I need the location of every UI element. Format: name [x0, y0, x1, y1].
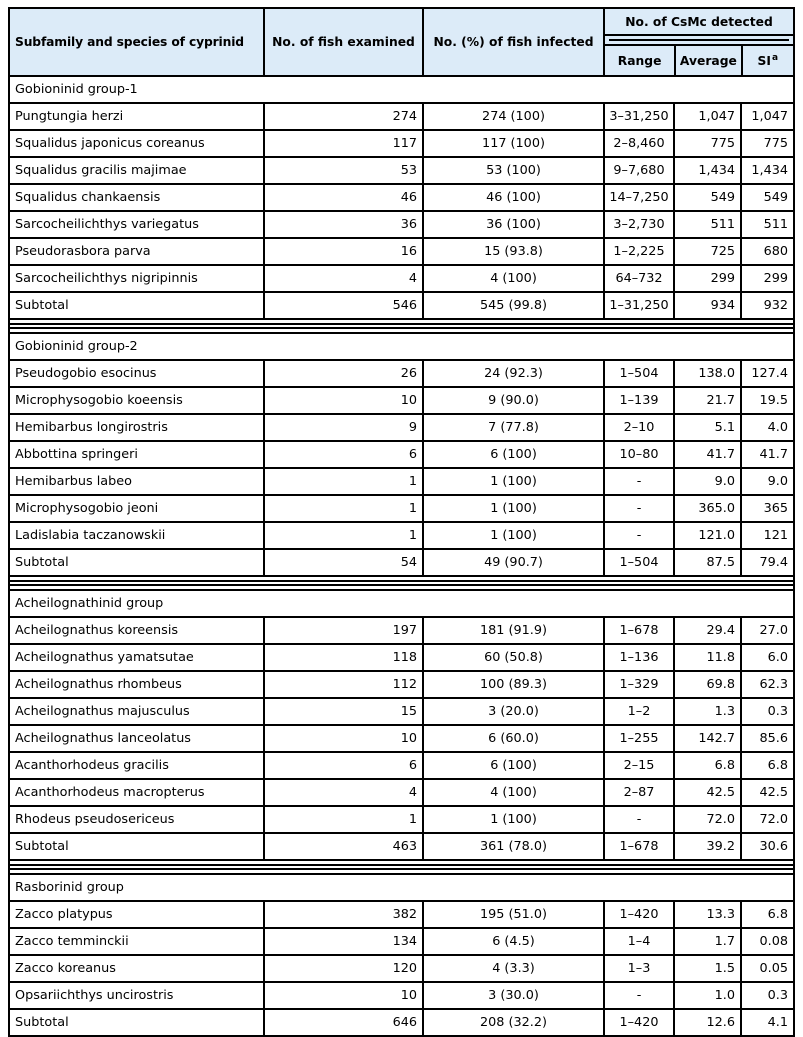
cell-si: 4.1 [740, 1010, 793, 1035]
group-header-label: Acheilognathinid group [15, 596, 164, 611]
cell-si: 0.3 [740, 699, 793, 724]
cell-species: Sarcocheilichthys nigripinnis [15, 271, 198, 286]
cell-range: 1–504 [603, 550, 673, 575]
cell-fish-infected: 49 (90.7) [422, 550, 603, 575]
cell-average: 1,434 [673, 158, 740, 183]
cell-fish-examined: 26 [263, 361, 422, 386]
cell-si: 511 [740, 212, 793, 237]
cell-range: 1–4 [603, 929, 673, 954]
table-row [10, 900, 793, 927]
cell-average: 1.5 [673, 956, 740, 981]
table-row [10, 670, 793, 697]
cell-fish-examined: 1 [263, 496, 422, 521]
cell-fish-infected: 117 (100) [422, 131, 603, 156]
cell-range: 2–15 [603, 753, 673, 778]
header-si [741, 46, 793, 75]
group-header-row [10, 589, 793, 616]
cell-fish-infected: 1 (100) [422, 469, 603, 494]
cell-fish-examined: 4 [263, 266, 422, 291]
cell-range: 2–8,460 [603, 131, 673, 156]
cell-average: 29.4 [673, 618, 740, 643]
cell-fish-infected: 9 (90.0) [422, 388, 603, 413]
cell-si: 299 [740, 266, 793, 291]
cell-si: 79.4 [740, 550, 793, 575]
header-fish-infected: No. (%) of fish infected [422, 9, 603, 75]
table-row [10, 440, 793, 467]
cell-range: - [603, 983, 673, 1008]
cell-species: Microphysogobio koeensis [15, 393, 183, 408]
cell-fish-examined: 46 [263, 185, 422, 210]
cell-species: Acheilognathus rhombeus [15, 677, 182, 692]
cell-species: Subtotal [15, 839, 69, 854]
table-row [10, 616, 793, 643]
cell-fish-examined: 120 [263, 956, 422, 981]
cell-average: 1.3 [673, 699, 740, 724]
table-row [10, 210, 793, 237]
cell-species: Pseudorasbora parva [15, 244, 151, 259]
table-row [10, 643, 793, 670]
infection-table [8, 7, 795, 1037]
cell-average: 1.7 [673, 929, 740, 954]
cell-species: Acanthorhodeus macropterus [15, 785, 205, 800]
cell-average: 121.0 [673, 523, 740, 548]
cell-si: 775 [740, 131, 793, 156]
cell-fish-infected: 208 (32.2) [422, 1010, 603, 1035]
table-header [10, 9, 793, 75]
cell-average: 138.0 [673, 361, 740, 386]
cell-fish-infected: 545 (99.8) [422, 293, 603, 318]
group-header-label: Rasborinid group [15, 880, 124, 895]
cell-si: 0.05 [740, 956, 793, 981]
cell-fish-examined: 10 [263, 983, 422, 1008]
group-header-label: Gobioninid group-2 [15, 339, 138, 354]
cell-range: - [603, 523, 673, 548]
cell-average: 11.8 [673, 645, 740, 670]
table-row [10, 467, 793, 494]
table-row [10, 386, 793, 413]
cell-species: Microphysogobio jeoni [15, 501, 159, 516]
table-row [10, 778, 793, 805]
cell-si: 41.7 [740, 442, 793, 467]
cell-fish-infected: 6 (100) [422, 442, 603, 467]
cell-fish-infected: 6 (100) [422, 753, 603, 778]
cell-range: 10–80 [603, 442, 673, 467]
cell-species: Rhodeus pseudosericeus [15, 812, 175, 827]
table-row [10, 981, 793, 1008]
cell-range: - [603, 807, 673, 832]
header-si-label: SI [757, 53, 771, 68]
header-csmc-group [603, 9, 793, 75]
cell-fish-infected: 3 (30.0) [422, 983, 603, 1008]
cell-fish-infected: 6 (4.5) [422, 929, 603, 954]
cell-fish-examined: 54 [263, 550, 422, 575]
cell-fish-examined: 53 [263, 158, 422, 183]
cell-average: 142.7 [673, 726, 740, 751]
cell-fish-infected: 274 (100) [422, 104, 603, 129]
cell-average: 21.7 [673, 388, 740, 413]
cell-si: 4.0 [740, 415, 793, 440]
group-header-row [10, 75, 793, 102]
cell-fish-examined: 1 [263, 807, 422, 832]
table-row [10, 291, 793, 318]
cell-fish-examined: 118 [263, 645, 422, 670]
cell-fish-infected: 53 (100) [422, 158, 603, 183]
cell-si: 30.6 [740, 834, 793, 859]
cell-fish-infected: 46 (100) [422, 185, 603, 210]
cell-range: 64–732 [603, 266, 673, 291]
cell-si: 9.0 [740, 469, 793, 494]
cell-fish-examined: 112 [263, 672, 422, 697]
cell-species: Ladislabia taczanowskii [15, 528, 166, 543]
cell-si: 6.8 [740, 902, 793, 927]
cell-range: 1–2 [603, 699, 673, 724]
cell-range: 1–3 [603, 956, 673, 981]
header-csmc-subcolumns [605, 44, 793, 75]
cell-species: Opsariichthys uncirostris [15, 988, 174, 1003]
cell-fish-examined: 546 [263, 293, 422, 318]
cell-si: 72.0 [740, 807, 793, 832]
cell-species: Squalidus japonicus coreanus [15, 136, 205, 151]
cell-si: 121 [740, 523, 793, 548]
cell-si: 85.6 [740, 726, 793, 751]
cell-species: Acheilognathus yamatsutae [15, 650, 194, 665]
header-fish-examined: No. of fish examined [263, 9, 422, 75]
header-range: Range [617, 53, 662, 68]
cell-species: Zacco koreanus [15, 961, 116, 976]
cell-range: 1–2,225 [603, 239, 673, 264]
cell-average: 72.0 [673, 807, 740, 832]
header-si-footnote-marker: a [771, 53, 779, 63]
cell-range: 14–7,250 [603, 185, 673, 210]
cell-average: 12.6 [673, 1010, 740, 1035]
cell-average: 39.2 [673, 834, 740, 859]
cell-fish-examined: 1 [263, 523, 422, 548]
cell-fish-examined: 1 [263, 469, 422, 494]
table-row [10, 548, 793, 575]
group-header-row [10, 332, 793, 359]
cell-average: 13.3 [673, 902, 740, 927]
table-row [10, 129, 793, 156]
table-row [10, 102, 793, 129]
cell-species: Subtotal [15, 298, 69, 313]
cell-range: 1–31,250 [603, 293, 673, 318]
cell-si: 42.5 [740, 780, 793, 805]
cell-average: 9.0 [673, 469, 740, 494]
table-row [10, 954, 793, 981]
table-body [10, 75, 793, 1035]
cell-species: Hemibarbus longirostris [15, 420, 168, 435]
cell-si: 1,434 [740, 158, 793, 183]
header-species: Subfamily and species of cyprinid [15, 35, 244, 49]
cell-average: 1,047 [673, 104, 740, 129]
cell-fish-examined: 10 [263, 726, 422, 751]
cell-range: 2–10 [603, 415, 673, 440]
cell-species: Pseudogobio esocinus [15, 366, 157, 381]
cell-species: Zacco platypus [15, 907, 113, 922]
cell-fish-infected: 36 (100) [422, 212, 603, 237]
cell-average: 725 [673, 239, 740, 264]
cell-si: 0.08 [740, 929, 793, 954]
cell-species: Hemibarbus labeo [15, 474, 132, 489]
group-header-row [10, 873, 793, 900]
table-row [10, 156, 793, 183]
table-row [10, 264, 793, 291]
cell-fish-examined: 4 [263, 780, 422, 805]
cell-fish-examined: 6 [263, 753, 422, 778]
cell-average: 42.5 [673, 780, 740, 805]
cell-range: 9–7,680 [603, 158, 673, 183]
table-row [10, 1008, 793, 1035]
table-row [10, 724, 793, 751]
cell-range: 1–136 [603, 645, 673, 670]
cell-species: Subtotal [15, 555, 69, 570]
cell-species: Acheilognathus lanceolatus [15, 731, 191, 746]
table-row [10, 805, 793, 832]
cell-fish-infected: 6 (60.0) [422, 726, 603, 751]
table-row [10, 521, 793, 548]
cell-fish-examined: 382 [263, 902, 422, 927]
cell-range: 1–504 [603, 361, 673, 386]
cell-range: 1–678 [603, 834, 673, 859]
cell-fish-infected: 4 (3.3) [422, 956, 603, 981]
cell-fish-infected: 1 (100) [422, 496, 603, 521]
cell-species: Zacco temminckii [15, 934, 129, 949]
cell-species: Pungtungia herzi [15, 109, 124, 124]
table-row [10, 359, 793, 386]
cell-fish-examined: 117 [263, 131, 422, 156]
table-row [10, 832, 793, 859]
cell-range: 1–678 [603, 618, 673, 643]
cell-fish-infected: 15 (93.8) [422, 239, 603, 264]
cell-fish-infected: 3 (20.0) [422, 699, 603, 724]
cell-fish-infected: 100 (89.3) [422, 672, 603, 697]
cell-fish-infected: 1 (100) [422, 523, 603, 548]
cell-range: - [603, 496, 673, 521]
csmc-double-rule [605, 36, 793, 44]
cell-si: 6.0 [740, 645, 793, 670]
cell-species: Squalidus gracilis majimae [15, 163, 187, 178]
table-row [10, 237, 793, 264]
section-separator [10, 318, 793, 332]
cell-range: 1–139 [603, 388, 673, 413]
cell-species: Squalidus chankaensis [15, 190, 161, 205]
section-separator [10, 859, 793, 873]
table-row [10, 494, 793, 521]
cell-si: 27.0 [740, 618, 793, 643]
cell-average: 299 [673, 266, 740, 291]
table-row [10, 183, 793, 210]
cell-fish-infected: 24 (92.3) [422, 361, 603, 386]
cell-si: 549 [740, 185, 793, 210]
cell-fish-examined: 646 [263, 1010, 422, 1035]
cell-range: 3–2,730 [603, 212, 673, 237]
cell-fish-infected: 7 (77.8) [422, 415, 603, 440]
cell-fish-examined: 6 [263, 442, 422, 467]
cell-fish-examined: 10 [263, 388, 422, 413]
cell-range: - [603, 469, 673, 494]
group-header-label: Gobioninid group-1 [15, 82, 138, 97]
table-row [10, 413, 793, 440]
cell-average: 69.8 [673, 672, 740, 697]
cell-species: Acheilognathus majusculus [15, 704, 190, 719]
cell-si: 0.3 [740, 983, 793, 1008]
cell-average: 775 [673, 131, 740, 156]
cell-fish-examined: 36 [263, 212, 422, 237]
cell-fish-infected: 4 (100) [422, 780, 603, 805]
cell-fish-infected: 361 (78.0) [422, 834, 603, 859]
cell-species: Abbottina springeri [15, 447, 138, 462]
cell-species: Sarcocheilichthys variegatus [15, 217, 199, 232]
cell-average: 934 [673, 293, 740, 318]
cell-range: 1–329 [603, 672, 673, 697]
cell-species: Acanthorhodeus gracilis [15, 758, 169, 773]
cell-fish-examined: 197 [263, 618, 422, 643]
cell-fish-infected: 181 (91.9) [422, 618, 603, 643]
cell-si: 680 [740, 239, 793, 264]
cell-si: 6.8 [740, 753, 793, 778]
cell-fish-examined: 16 [263, 239, 422, 264]
cell-si: 365 [740, 496, 793, 521]
cell-average: 87.5 [673, 550, 740, 575]
cell-average: 365.0 [673, 496, 740, 521]
cell-range: 2–87 [603, 780, 673, 805]
cell-species: Acheilognathus koreensis [15, 623, 179, 638]
cell-range: 1–255 [603, 726, 673, 751]
cell-average: 41.7 [673, 442, 740, 467]
cell-fish-examined: 134 [263, 929, 422, 954]
cell-fish-examined: 9 [263, 415, 422, 440]
cell-fish-infected: 60 (50.8) [422, 645, 603, 670]
cell-fish-infected: 1 (100) [422, 807, 603, 832]
section-separator [10, 575, 793, 589]
cell-average: 6.8 [673, 753, 740, 778]
table-row [10, 697, 793, 724]
cell-fish-infected: 195 (51.0) [422, 902, 603, 927]
cell-fish-examined: 274 [263, 104, 422, 129]
cell-fish-infected: 4 (100) [422, 266, 603, 291]
cell-average: 5.1 [673, 415, 740, 440]
cell-fish-examined: 463 [263, 834, 422, 859]
cell-si: 1,047 [740, 104, 793, 129]
cell-species: Subtotal [15, 1015, 69, 1030]
cell-si: 19.5 [740, 388, 793, 413]
cell-fish-examined: 15 [263, 699, 422, 724]
cell-range: 1–420 [603, 1010, 673, 1035]
cell-range: 3–31,250 [603, 104, 673, 129]
cell-average: 549 [673, 185, 740, 210]
table-row [10, 751, 793, 778]
table-row [10, 927, 793, 954]
header-average: Average [674, 46, 740, 75]
cell-average: 511 [673, 212, 740, 237]
cell-range: 1–420 [603, 902, 673, 927]
cell-si: 62.3 [740, 672, 793, 697]
cell-si: 127.4 [740, 361, 793, 386]
header-csmc-detected: No. of CsMc detected [605, 9, 793, 36]
cell-average: 1.0 [673, 983, 740, 1008]
cell-si: 932 [740, 293, 793, 318]
